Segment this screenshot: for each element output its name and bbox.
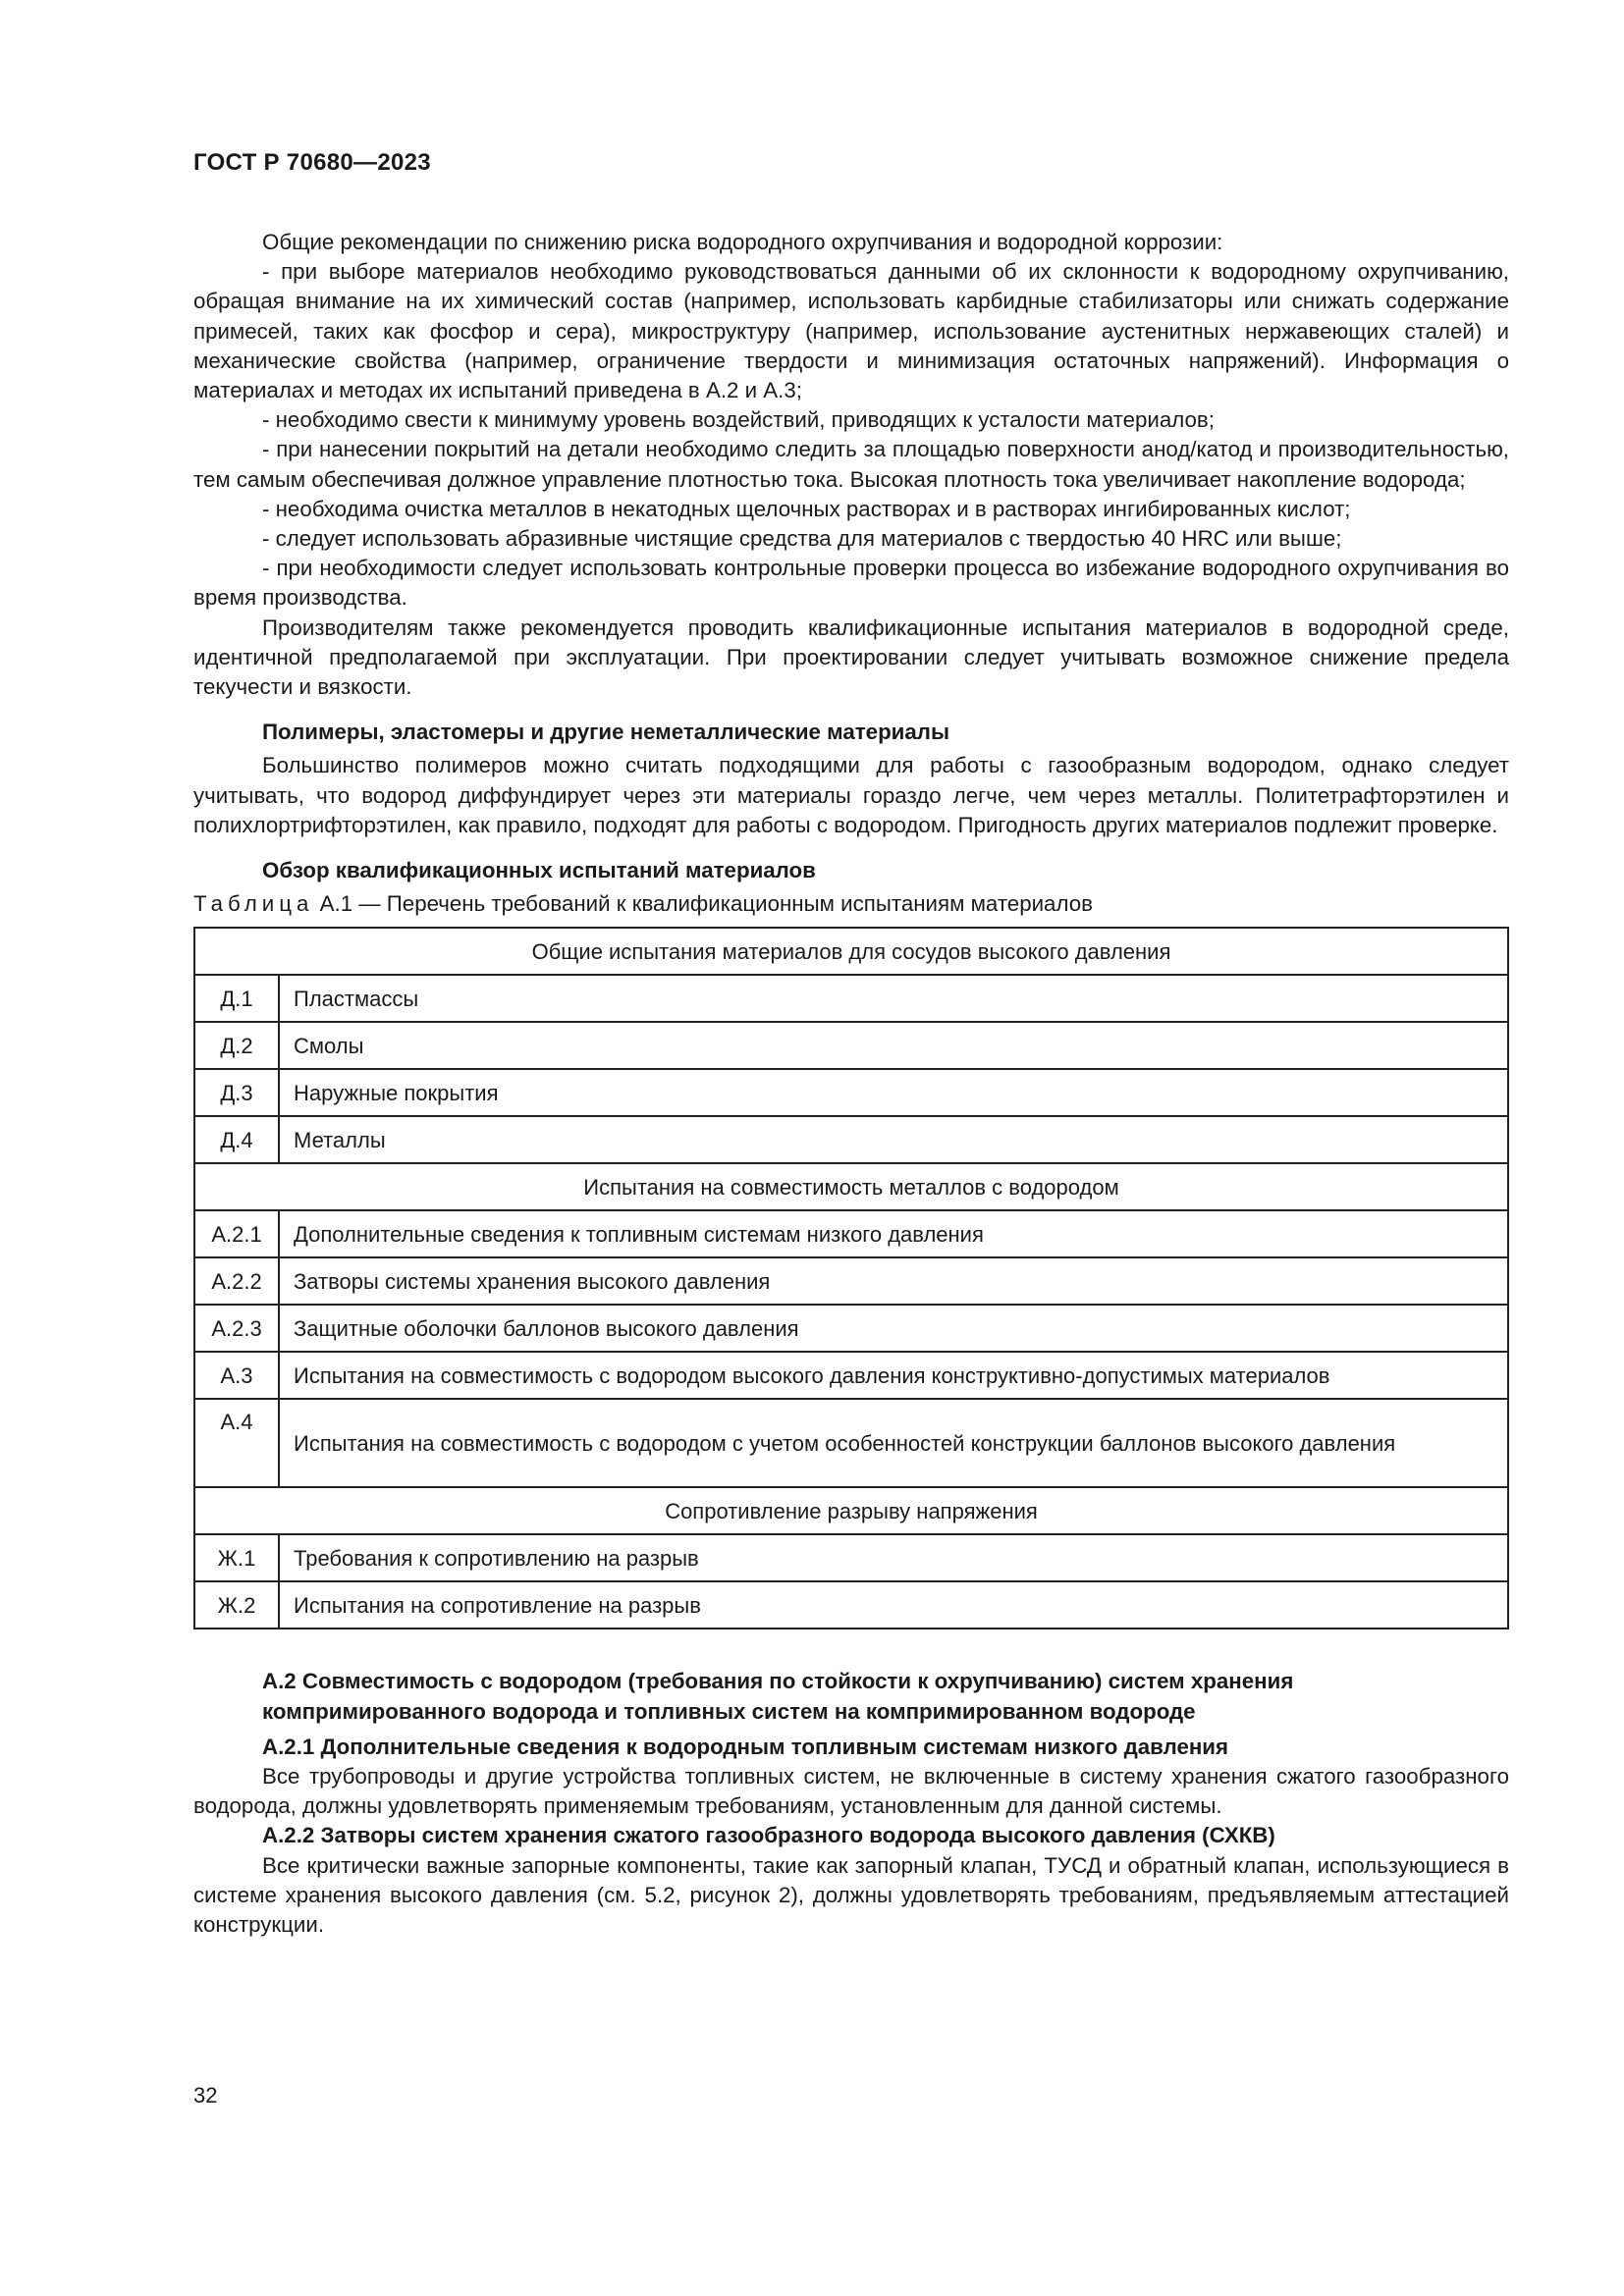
table-row — [194, 1534, 1508, 1581]
document-standard-header: ГОСТ Р 70680—2023 — [193, 149, 431, 176]
table-group-header: Сопротивление разрыву напряжения — [194, 1487, 1508, 1534]
table-cell-text: Испытания на совместимость с водородом с учетом особенностей конструкции баллонов высокого давления — [279, 1399, 1508, 1487]
table-cell-text: Требования к сопротивлению на разрыв — [279, 1534, 1508, 1581]
table-row — [194, 1352, 1508, 1399]
table-cell-code: А.2.3 — [194, 1305, 279, 1352]
table-cell-text: Испытания на совместимость с водородом высокого давления конструктивно-допустимых материалов — [279, 1352, 1508, 1399]
table-caption-word: Таблица — [193, 891, 314, 917]
table-cell-text: Дополнительные сведения к топливным системам низкого давления — [279, 1210, 1508, 1257]
table-cell-code: А.2.2 — [194, 1257, 279, 1305]
table-caption-text: А.1 — Перечень требований к квалификационным испытаниям материалов — [313, 891, 1093, 917]
intro-bullet-3: - при нанесении покрытий на детали необходимо следить за площадью поверхности анод/катод и производительностью, тем самым обеспечивая должное управление плотностью тока. Высокая плотность тока увеличивает накопление водорода; — [193, 437, 1509, 492]
table-row — [194, 1210, 1508, 1257]
table-row — [194, 1022, 1508, 1069]
document-page — [193, 0, 1509, 2296]
table-cell-code: А.3 — [194, 1352, 279, 1399]
table-cell-text: Смолы — [279, 1022, 1508, 1069]
table-group-header: Общие испытания материалов для сосудов высокого давления — [194, 928, 1508, 975]
table-cell-code: Д.1 — [194, 975, 279, 1022]
intro-bullet-4: - необходима очистка металлов в некатодных щелочных растворах и в растворах ингибированных кислот; — [262, 496, 1351, 521]
table-cell-code: А.4 — [194, 1399, 279, 1487]
table-row — [194, 1069, 1508, 1116]
table-cell-text: Наружные покрытия — [279, 1069, 1508, 1116]
intro-paragraph: Общие рекомендации по снижению риска водородного охрупчивания и водородной коррозии: — [262, 230, 1223, 254]
table-cell-text: Пластмассы — [279, 975, 1508, 1022]
table-cell-code: А.2.1 — [194, 1210, 279, 1257]
polymers-heading: Полимеры, эластомеры и другие неметаллические материалы — [262, 720, 949, 745]
table-cell-text: Защитные оболочки баллонов высокого давления — [279, 1305, 1508, 1352]
intro-bullet-5: - следует использовать абразивные чистящие средства для материалов с твердостью 40 HRC или выше; — [262, 526, 1342, 552]
table-group-row — [194, 928, 1508, 975]
requirements-table — [193, 927, 1509, 1629]
table-cell-code: Д.2 — [194, 1022, 279, 1069]
table-group-row — [194, 1163, 1508, 1210]
intro-bullet-1: - при выборе материалов необходимо руководствоваться данными об их склонности к водородному охрупчиванию, обращая внимание на их химический состав (например, использовать карбидные стабилизаторы или снижать содержание примесей, таких как фосфор и сера), микроструктуру (например, использование аустенитных нержавеющих сталей) и механические свойства (например, ограничение твердости и минимизация остаточных напряжений). Информация о материалах и методах их испытаний приведена в А.2 и А.3; — [193, 259, 1509, 403]
table-caption — [193, 889, 1509, 919]
table-row — [194, 1581, 1508, 1629]
manufacturers-paragraph: Производителям также рекомендуется проводить квалификационные испытания материалов в водородной среде, идентичной предполагаемой при эксплуатации. При проектировании следует учитывать возможное снижение предела текучести и вязкости. — [193, 614, 1509, 700]
intro-bullet-6: - при необходимости следует использовать контрольные проверки процесса во избежание водородного охрупчивания во время производства. — [193, 556, 1509, 611]
section-a2-2-text: Все критически важные запорные компоненты, такие как запорный клапан, ТУСД и обратный клапан, использующиеся в системе хранения высокого давления (см. 5.2, рисунок 2), должны удовлетворять требованиям, предъявляемым аттестацией конструкции. — [193, 1852, 1509, 1938]
table-cell-code: Д.4 — [194, 1116, 279, 1163]
table-row — [194, 975, 1508, 1022]
table-group-header: Испытания на совместимость металлов с водородом — [194, 1163, 1508, 1210]
section-a2 — [193, 1667, 1509, 1940]
table-row — [194, 1305, 1508, 1352]
table-cell-text: Затворы системы хранения высокого давления — [279, 1257, 1508, 1305]
section-a2-title: А.2 Совместимость с водородом (требования по стойкости к охрупчиванию) систем хранения компримированного водорода и топливных систем на компримированном водороде — [262, 1669, 1294, 1724]
table-cell-code: Д.3 — [194, 1069, 279, 1116]
section-a2-1-text: Все трубопроводы и другие устройства топливных систем, не включенные в систему хранения сжатого газообразного водорода, должны удовлетворять применяемым требованиям, установленным для данной системы. — [193, 1764, 1509, 1819]
table-cell-text: Металлы — [279, 1116, 1508, 1163]
table-cell-code: Ж.1 — [194, 1534, 279, 1581]
document-body — [193, 228, 1509, 1940]
table-row — [194, 1257, 1508, 1305]
section-a2-1-title: А.2.1 Дополнительные сведения к водородным топливным системам низкого давления — [262, 1734, 1229, 1759]
table-row — [194, 1399, 1508, 1487]
intro-bullet-2: - необходимо свести к минимуму уровень воздействий, приводящих к усталости материалов; — [262, 407, 1215, 433]
table-cell-text: Испытания на сопротивление на разрыв — [279, 1581, 1508, 1629]
overview-heading: Обзор квалификационных испытаний материалов — [262, 858, 816, 883]
polymers-paragraph: Большинство полимеров можно считать подходящими для работы с газообразным водородом, однако следует учитывать, что водород диффундирует через эти материалы гораздо легче, чем через металлы. Политетрафторэтилен и полихлортрифторэтилен, как правило, подходят для работы с водородом. Пригодность других материалов подлежит проверке. — [193, 753, 1509, 837]
section-a2-2-title: А.2.2 Затворы систем хранения сжатого газообразного водорода высокого давления (СХКВ) — [262, 1823, 1275, 1848]
table-cell-code: Ж.2 — [194, 1581, 279, 1629]
table-group-row — [194, 1487, 1508, 1534]
page-number: 32 — [193, 2083, 218, 2108]
table-row — [194, 1116, 1508, 1163]
